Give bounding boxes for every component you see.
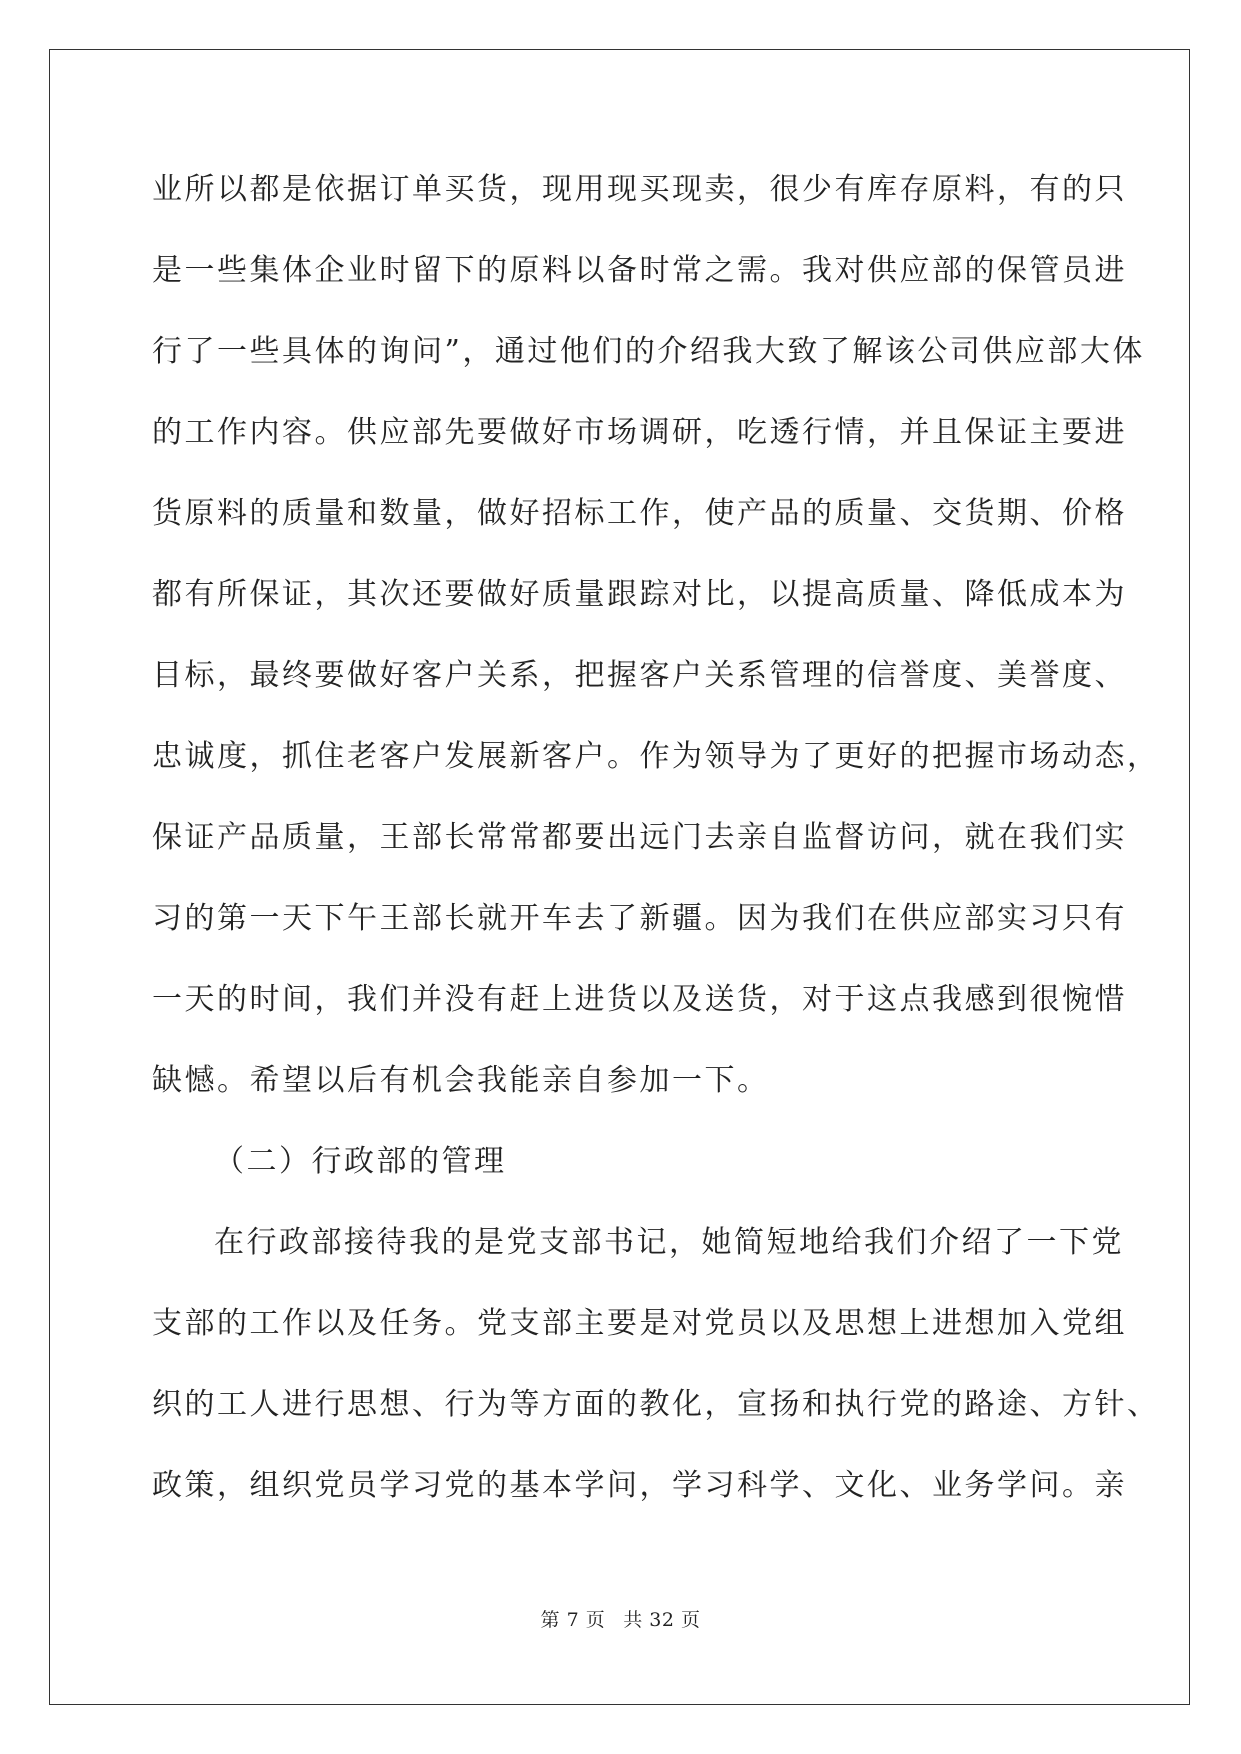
document-body [152, 158, 1160, 1535]
body-line: 政策，组织党员学习党的基本学问，学习科学、文化、业务学问。亲 [152, 1468, 1127, 1503]
body-line: 在行政部接待我的是党支部书记，她简短地给我们介绍了一下党 [214, 1225, 1124, 1260]
body-line: 目标，最终要做好客户关系，把握客户关系管理的信誉度、美誉度、 [152, 658, 1127, 693]
page-footer [0, 1605, 1241, 1632]
body-line: 缺憾。希望以后有机会我能亲自参加一下。 [152, 1063, 770, 1098]
body-line: 是一些集体企业时留下的原料以备时常之需。我对供应部的保管员进 [152, 253, 1127, 288]
body-line: 的工作内容。供应部先要做好市场调研，吃透行情，并且保证主要进 [152, 415, 1127, 450]
body-line: 一天的时间，我们并没有赶上进货以及送货，对于这点我感到很惋惜 [152, 982, 1127, 1017]
body-line: 行了一些具体的询问”，通过他们的介绍我大致了解该公司供应部大体 [152, 334, 1145, 369]
body-line: 保证产品质量，王部长常常都要出远门去亲自监督访问，就在我们实 [152, 820, 1127, 855]
body-line: 都有所保证，其次还要做好质量跟踪对比，以提高质量、降低成本为 [152, 577, 1127, 612]
body-line: 忠诚度，抓住老客户发展新客户。作为领导为了更好的把握市场动态， [152, 739, 1160, 774]
section-heading: （二）行政部的管理 [214, 1144, 507, 1179]
body-line: 业所以都是依据订单买货，现用现买现卖，很少有库存原料，有的只 [152, 172, 1127, 207]
body-line: 织的工人进行思想、行为等方面的教化，宣扬和执行党的路途、方针、 [152, 1387, 1160, 1422]
body-line: 习的第一天下午王部长就开车去了新疆。因为我们在供应部实习只有 [152, 901, 1127, 936]
page-total: 共 32 页 [623, 1609, 701, 1631]
body-line: 货原料的质量和数量，做好招标工作，使产品的质量、交货期、价格 [152, 496, 1127, 531]
page-number: 第 7 页 [540, 1609, 606, 1631]
body-line: 支部的工作以及任务。党支部主要是对党员以及思想上进想加入党组 [152, 1306, 1127, 1341]
